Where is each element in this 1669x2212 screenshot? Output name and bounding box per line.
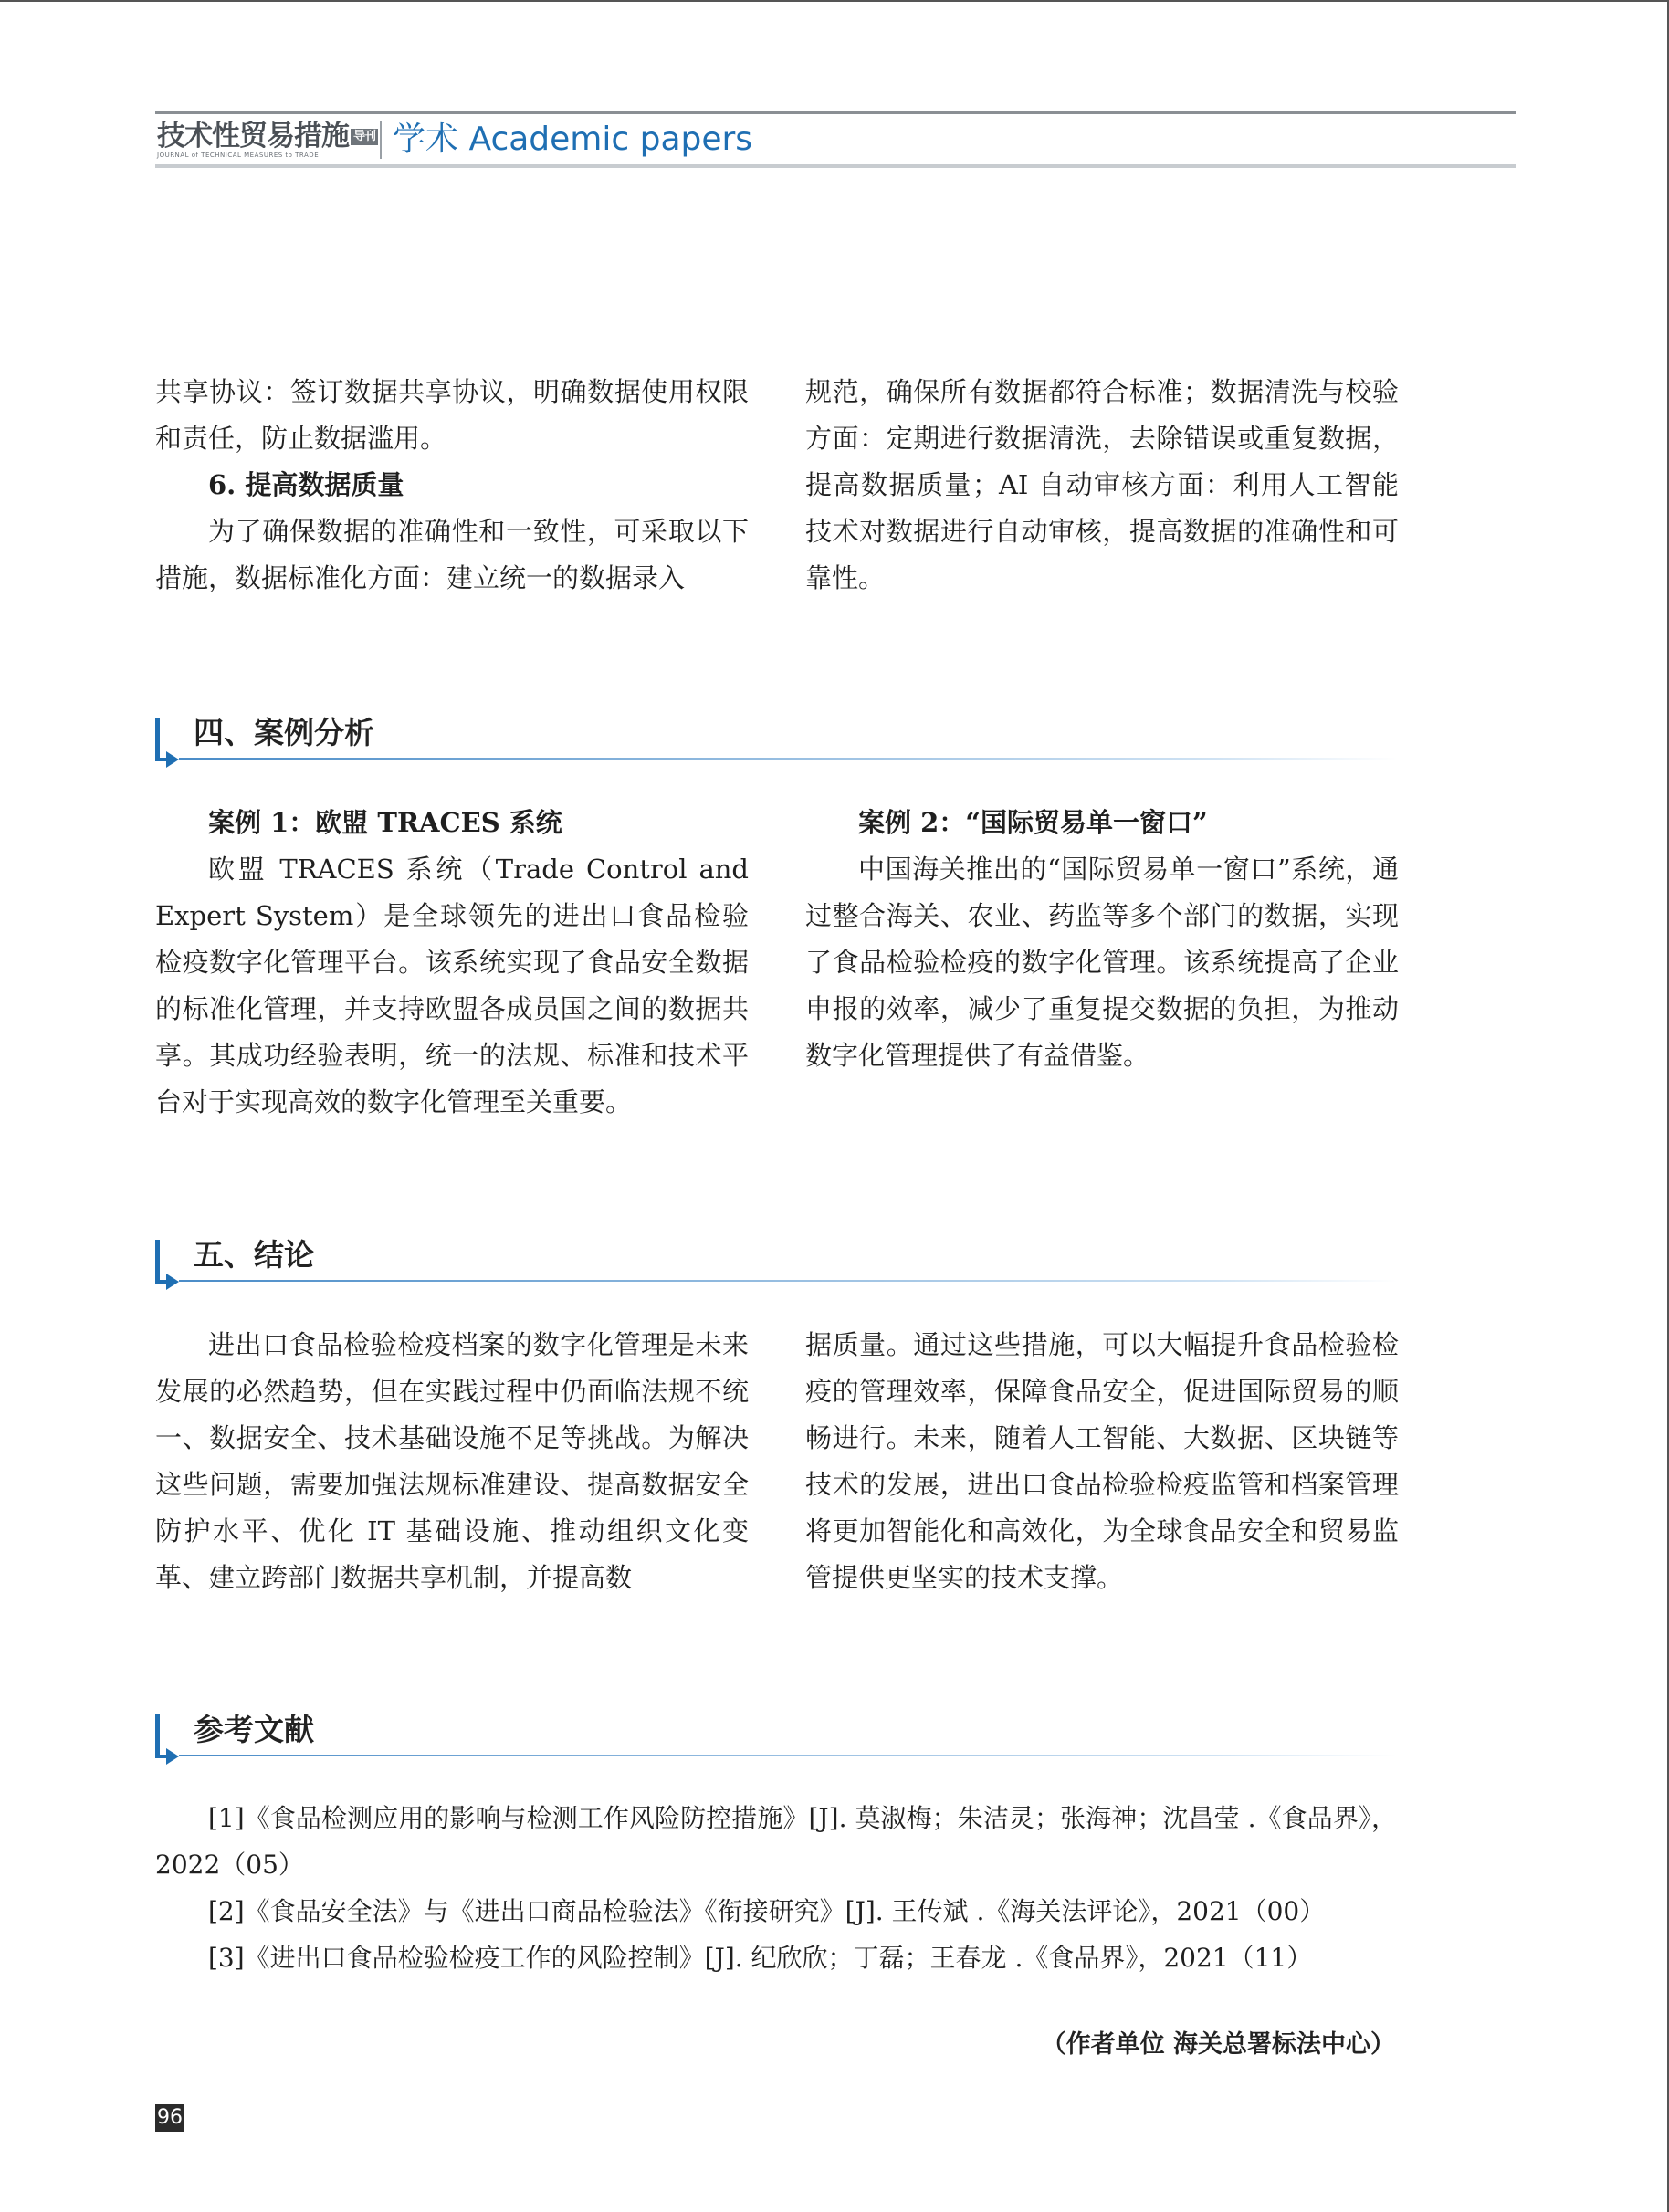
journal-logo (157, 121, 376, 161)
paragraph: 进出口食品检验检疫档案的数字化管理是未来发展的必然趋势，但在实践过程中仍面临法规不统一、数据安全、技术基础设施不足等挑战。为解决这些问题，需要加强法规标准建设、提高数据安全防护水平、优化 IT 基础设施、推动组织文化变革、建立跨部门数据共享机制，并提高数 (155, 1329, 749, 1593)
masthead-bottom-rule (155, 164, 1516, 168)
section-title: 五、结论 (194, 1237, 314, 1273)
paragraph: 为了确保数据的准确性和一致性，可采取以下措施，数据标准化方面：建立统一的数据录入 (155, 516, 749, 593)
subheading-data-quality: 6. 提高数据质量 (208, 469, 404, 500)
journal-english-name: JOURNAL of TECHNICAL MEASURES to TRADE (157, 152, 320, 159)
paragraph: 规范，确保所有数据都符合标准；数据清洗与校验方面：定期进行数据清洗，去除错误或重复数据，提高数据质量；AI 自动审核方面：利用人工智能技术对数据进行自动审核，提高数据的准确性和可靠性。 (805, 376, 1399, 593)
page-frame-top (0, 0, 1669, 2)
author-unit: （作者单位 海关总署标法中心） (1041, 2030, 1395, 2059)
reference-item: [3]《进出口食品检验检疫工作的风险控制》[J]. 纪欣欣；丁磊；王春龙 .《食品界》，2021（11） (208, 1943, 1313, 1973)
case1-column (155, 800, 749, 1126)
case2-body: 中国海关推出的“国际贸易单一窗口”系统，通过整合海关、农业、药监等多个部门的数据，实现了食品检验检疫的数字化管理。该系统提高了企业申报的效率，减少了重复提交数据的负担，为推动数字化管理提供了有益借鉴。 (805, 854, 1399, 1071)
intro-left-column (155, 369, 749, 602)
journal-name (157, 121, 376, 152)
case2-column (805, 800, 1399, 1079)
masthead (155, 111, 1516, 170)
case1-body: 欧盟 TRACES 系统（Trade Control and Expert System）是全球领先的进出口食品检验检疫数字化管理平台。该系统实现了食品安全数据的标准化管理，并支持欧盟各成员国之间的数据共享。其成功经验表明，统一的法规、标准和技术平台对于实现高效的数字化管理至关重要。 (155, 854, 749, 1117)
journal-tag: 导刊 (351, 129, 378, 145)
journal-name-text: 技术性贸易措施 (157, 120, 349, 152)
masthead-separator (380, 121, 382, 159)
section-title: 四、案例分析 (194, 715, 374, 750)
arrow-icon (166, 751, 179, 768)
conclusion-left-column (155, 1322, 749, 1601)
case2-title: 案例 2：“国际贸易单一窗口” (858, 807, 1208, 838)
reference-item: [1]《食品检测应用的影响与检测工作风险防控措施》[J]. 莫淑梅；朱洁灵；张海神；沈昌莹 .《食品界》，2022（05） (155, 1803, 1397, 1880)
section-heading-conclusion (155, 1237, 1397, 1291)
heading-bracket (155, 1240, 160, 1284)
heading-rule (179, 758, 1397, 760)
section-heading-case-analysis (155, 715, 1397, 769)
paragraph: 据质量。通过这些措施，可以大幅提升食品检验检疫的管理效率，保障食品安全，促进国际贸易的顺畅进行。未来，随着人工智能、大数据、区块链等技术的发展，进出口食品检验检疫监管和档案管理将更加智能化和高效化，为全球食品安全和贸易监管提供更坚实的技术支撑。 (805, 1329, 1399, 1593)
heading-rule (179, 1755, 1397, 1756)
page-number: 96 (155, 2104, 184, 2132)
arrow-icon (166, 1274, 179, 1290)
heading-rule (179, 1280, 1397, 1282)
heading-bracket (155, 1714, 160, 1758)
arrow-icon (166, 1748, 179, 1765)
section-heading-references (155, 1714, 1397, 1766)
paragraph: 共享协议：签订数据共享协议，明确数据使用权限和责任，防止数据滥用。 (155, 376, 749, 454)
conclusion-right-column (805, 1322, 1399, 1601)
case1-title: 案例 1：欧盟 TRACES 系统 (208, 807, 562, 838)
reference-item: [2]《食品安全法》与《进出口商品检验法》《衔接研究》[J]. 王传斌 .《海关法评论》，2021（00） (208, 1896, 1326, 1926)
heading-bracket (155, 718, 160, 761)
intro-right-column (805, 369, 1399, 602)
masthead-top-rule (155, 111, 1516, 114)
section-title: 参考文献 (194, 1712, 314, 1747)
section-label: 学术 Academic papers (393, 121, 753, 158)
reference-list (155, 1795, 1397, 1981)
